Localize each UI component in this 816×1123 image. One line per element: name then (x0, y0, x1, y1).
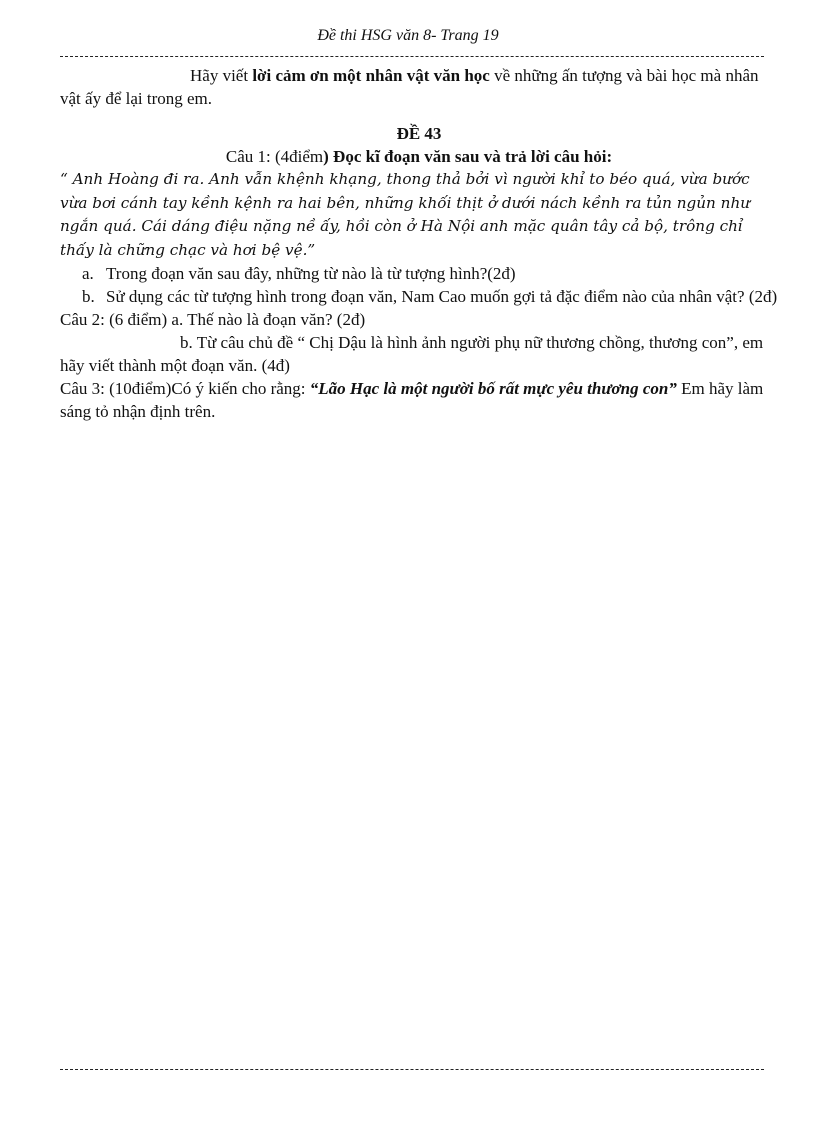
question-3 (60, 377, 778, 423)
question-3-quote: “Lão Hạc là một người bố rất mực yêu thương con” (309, 379, 677, 398)
question-1-heading (60, 145, 778, 168)
question-3-after: Em hãy làm sáng tỏ nhận định trên. (60, 379, 764, 421)
item-a-text: Trong đoạn văn sau đây, những từ nào là từ tượng hình?(2đ) (106, 264, 516, 283)
question-2-line-b: b. Từ câu chủ đề “ Chị Dậu là hình ảnh người phụ nữ thương chồng, thương con”, em hãy viết thành một đoạn văn. (4đ) (60, 333, 764, 375)
item-b-marker: b. (82, 287, 95, 306)
header-divider (60, 56, 764, 57)
question-1-quote: “ Anh Hoàng đi ra. Anh vẫn khệnh khạng, thong thả bởi vì người khỉ to béo quá, vừa bước vừa bơi cánh tay kềnh kệnh ra hai bên, những khối thịt ở dưới nách kềnh ra tủn ngủn như ngắn quá. Cái dáng điệu nặng nề ấy, hồi còn ở Hà Nội anh mặc quân tây cả bộ, trông chỉ thấy là chững chạc và hơi bệ vệ.” (60, 170, 751, 259)
question-2-line-a: Câu 2: (6 điểm) a. Thế nào là đoạn văn? (2đ) (60, 310, 366, 329)
page-header-title: Đề thi HSG văn 8- Trang 19 (317, 27, 499, 44)
intro-paragraph (60, 64, 778, 110)
question-1-item-b (60, 285, 778, 308)
question-1-item-a (60, 262, 778, 285)
question-1-lead: Câu 1: (4điểm (225, 147, 324, 166)
question-1-instruction: ) Đọc kĩ đoạn văn sau và trả lời câu hỏi: (323, 147, 613, 166)
document-body (60, 64, 778, 423)
footer-divider (60, 1069, 764, 1070)
intro-before: Hãy viết (190, 66, 253, 85)
section-title: ĐỀ 43 (396, 124, 442, 143)
question-3-lead: Câu 3: (10điểm)Có ý kiến cho rằng: (60, 379, 310, 398)
intro-after: về những ấn tượng và bài học mà nhân vật ấy để lại trong em. (60, 66, 759, 108)
item-b-text: Sử dụng các từ tượng hình trong đoạn văn, Nam Cao muốn gợi tả đặc điểm nào của nhân vật? (2đ) (106, 287, 778, 306)
intro-bold: lời cảm ơn một nhân vật văn học (252, 66, 490, 85)
item-a-marker: a. (82, 264, 94, 283)
